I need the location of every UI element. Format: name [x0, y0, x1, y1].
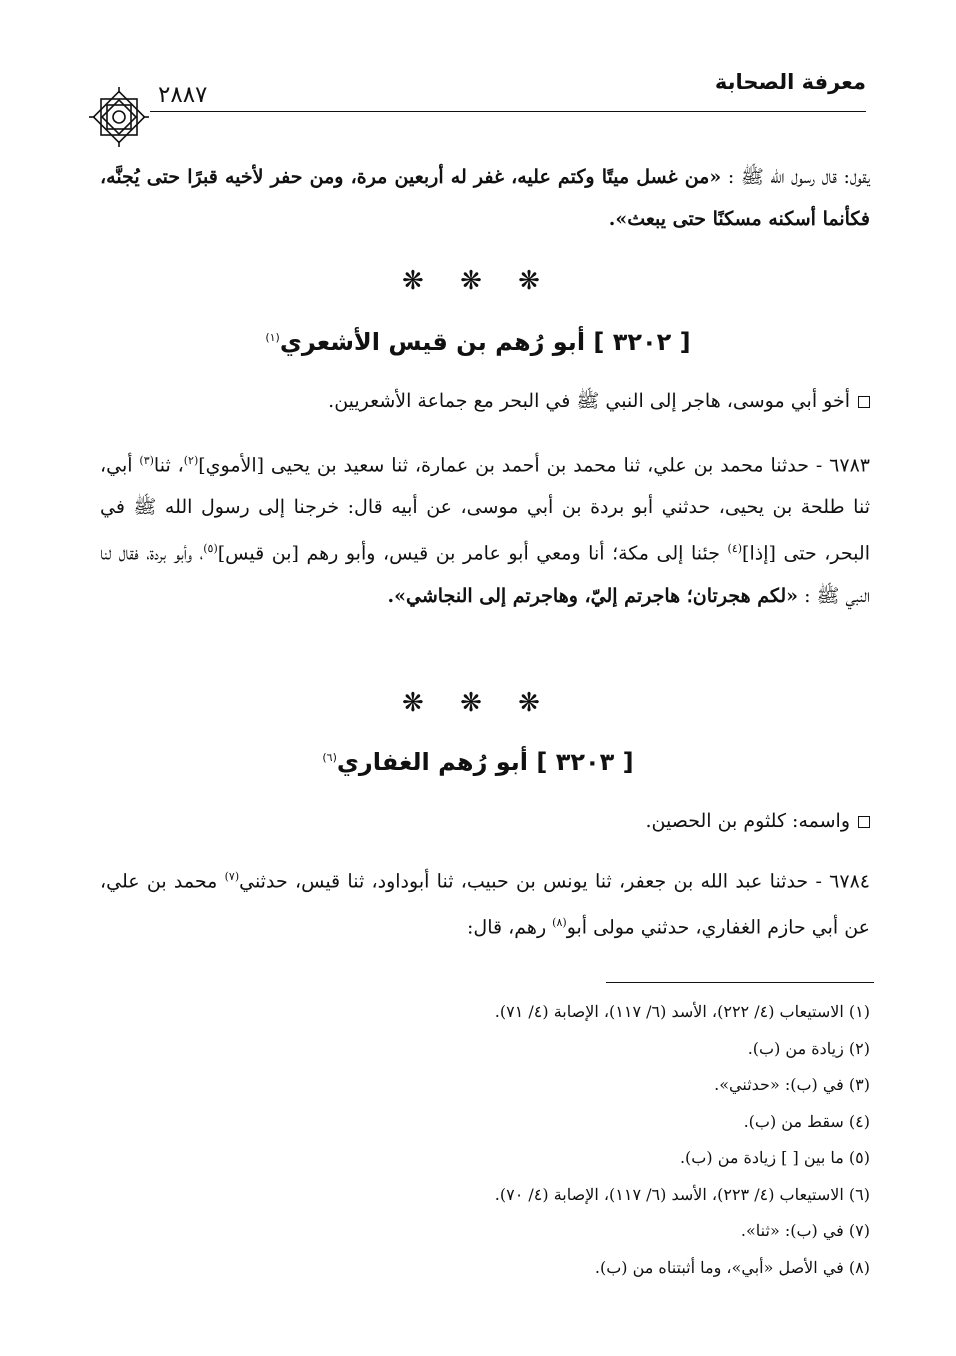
paragraph-text: ٦٧٨٣ - حدثنا محمد بن علي، ثنا محمد بن أحمد بن عمارة، ثنا سعيد بن يحيى [الأموي]: [198, 454, 870, 477]
paragraph-text: رهم، قال:: [467, 916, 553, 939]
entry-heading-3202: [0, 328, 956, 356]
paragraph-text: محمد بن علي، عن أبي حازم الغفاري، حدثني مولى أبو: [100, 870, 870, 939]
footnote-ref: (٣): [139, 454, 154, 467]
footnotes-list: [90, 994, 870, 1286]
square-bullet-icon: [858, 816, 870, 828]
entry-heading-3203: [0, 748, 956, 776]
entry-description-1: [100, 380, 870, 422]
footnote-item: (١) الاستيعاب (٤/ ٢٢٢)، الأسد (٦/ ١١٧)، الإصابة (٤/ ٧١).: [494, 1002, 870, 1021]
footnote-item: (٦) الاستيعاب (٤/ ٢٢٣)، الأسد (٦/ ١١٧)، الإصابة (٤/ ٧٠).: [494, 1184, 870, 1204]
hadith-quote: «من غسل ميتًا وكتم عليه، غفر له أربعين مرة، ومن حفر لأخيه قبرًا حتى يُجنَّه، فكأنما أسكنه مسكنًا حتى يبعث».: [100, 166, 870, 230]
footnote-ref: (٧): [224, 870, 240, 883]
hadith-paragraph-6784: [100, 856, 870, 949]
paragraph-text: ٦٧٨٤ - حدثنا عبد الله بن جعفر، ثنا يونس بن حبيب، ثنا أبوداود، ثنا قيس، حدثني: [239, 870, 870, 893]
paragraph-text: يقول: قال رسول الله ﷺ :: [721, 166, 871, 188]
footnote-item: (٣) في (ب): «حدثني».: [714, 1075, 870, 1094]
footnote-item: (٢) زيادة من (ب).: [747, 1038, 870, 1058]
footnote-item: (٤) سقط من (ب).: [743, 1111, 870, 1131]
heading-footnote-ref: (٦): [322, 751, 337, 764]
footnote-item: (٨) في الأصل «أبي»، وما أثبتناه من (ب).: [594, 1257, 870, 1277]
paragraph-text: واسمه: كلثوم بن الحصين.: [645, 810, 850, 832]
heading-text: [ ٣٢٠٣ ] أبو رُهم الغفاري: [336, 748, 634, 776]
header-rule: [150, 111, 866, 112]
heading-text: [ ٣٢٠٢ ] أبو رُهم بن قيس الأشعري: [279, 328, 691, 356]
paragraph-text: أخو أبي موسى، هاجر إلى النبي ﷺ في البحر مع جماعة الأشعريين.: [328, 390, 850, 412]
entry-description-2: [100, 800, 870, 842]
footnote-rule: [606, 982, 874, 983]
octagram-ornament-icon: [88, 86, 150, 148]
square-bullet-icon: [858, 396, 870, 408]
footnote-ref: (٥): [203, 542, 218, 556]
page-number: ٢٨٨٧: [158, 82, 208, 108]
paragraph-text: أبي، ثنا طلحة بن يحيى، حدثني أبو بردة بن أبي موسى، عن أبيه قال: خرجنا إلى رسول الله ﷺ في البحر، حتى [إذا]: [100, 454, 870, 565]
section-separator: ❋ ❋ ❋: [402, 266, 554, 296]
footnote-item: (٥) ما بين [ ] زيادة من (ب).: [679, 1148, 870, 1167]
paragraph-text: ، وأبو بردة، فقال لنا النبي ﷺ :: [100, 542, 870, 607]
hadith-paragraph-6783: [100, 440, 870, 617]
footnote-item: (٧) في (ب): «ثنا».: [740, 1221, 870, 1240]
paragraph-text: جئنا إلى مكة؛ أنا ومعي أبو عامر بن قيس، وأبو رهم [بن قيس]: [217, 542, 728, 565]
hadith-paragraph-1: [100, 156, 870, 240]
paragraph-text: ، ثنا: [153, 454, 184, 477]
running-header-title: معرفة الصحابة: [714, 70, 866, 94]
footnote-ref: (٨): [552, 916, 567, 930]
hadith-quote: «لكم هجرتان؛ هاجرتم إليّ، وهاجرتم إلى النجاشي».: [387, 584, 799, 607]
heading-footnote-ref: (١): [265, 331, 280, 344]
section-separator: ❋ ❋ ❋: [402, 688, 554, 718]
footnote-ref: (٢): [183, 454, 199, 467]
footnote-ref: (٤): [727, 542, 743, 556]
